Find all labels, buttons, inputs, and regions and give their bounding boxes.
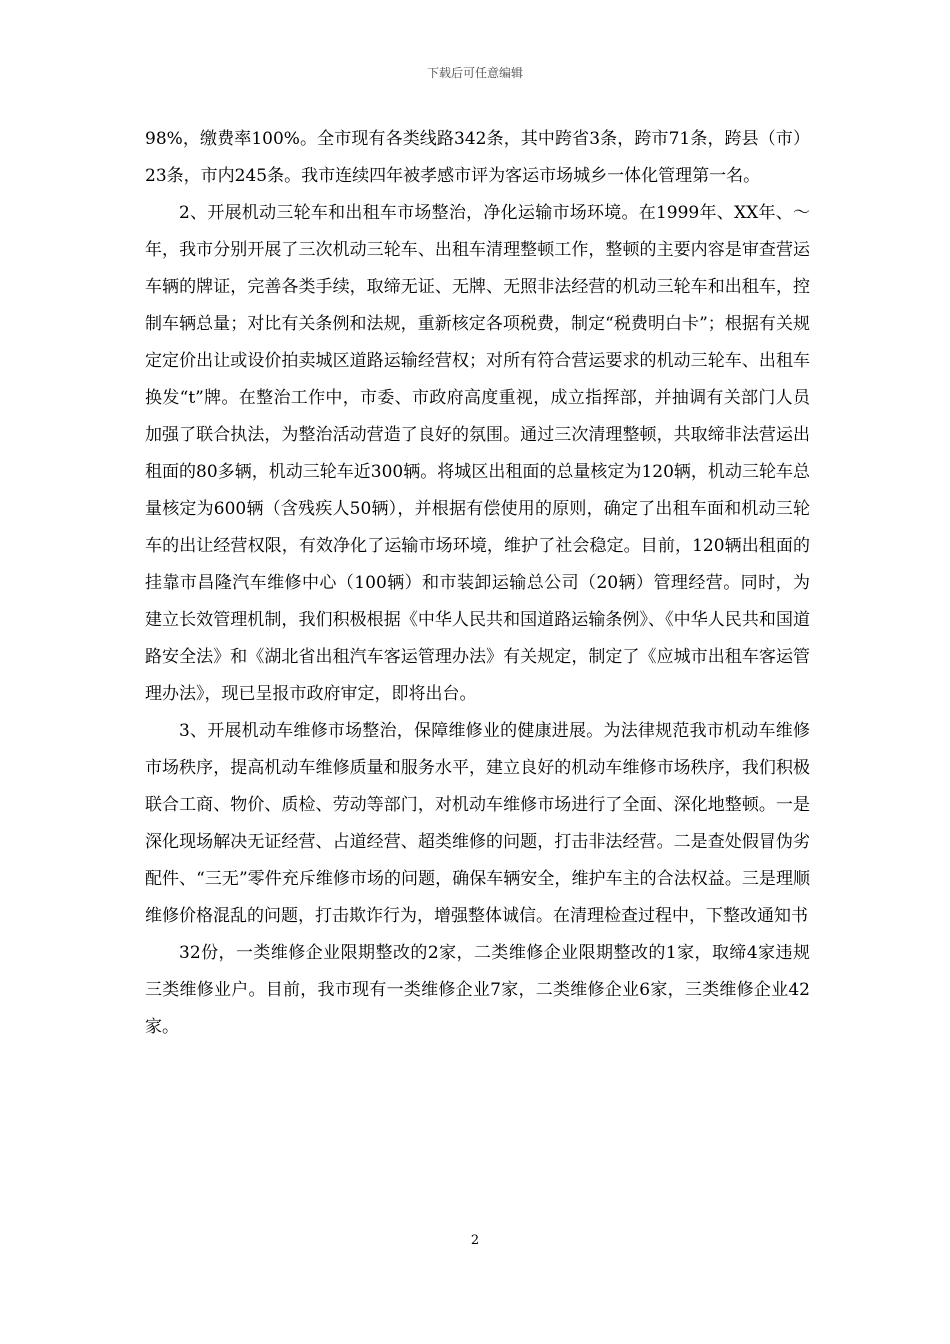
- paragraph-4: 32份，一类维修企业限期整改的2家，二类维修企业限期整改的1家，取缔4家违规三类维修业户。目前，我市现有一类维修企业7家，二类维修企业6家，三类维修企业42家。: [145, 943, 810, 1037]
- paragraph-3: 3、开展机动车维修市场整治，保障维修业的健康进展。为法律规范我市机动车维修市场秩序，提高机动车维修质量和服务水平，建立良好的机动车维修市场秩序，我们积极联合工商、物价、质检、劳动等部门，对机动车维修市场进行了全面、深化地整顿。一是深化现场解决无证经营、占道经营、超类维修的问题，打击非法经营。二是查处假冒伪劣配件、“三无”零件充斥维修市场的问题，确保车辆安全，维护车主的合法权益。三是理顺维修价格混乱的问题，打击欺诈行为，增强整体诚信。在清理检查过程中，下整改通知书: [145, 721, 810, 926]
- page-number: 2: [470, 1233, 480, 1248]
- paragraph-1: 98%，缴费率100%。全市现有各类线路342条，其中跨省3条，跨市71条，跨县（市）23条，市内245条。我市连续四年被孝感市评为客运市场城乡一体化管理第一名。: [145, 129, 810, 186]
- page-header: 下载后可任意编辑: [426, 66, 523, 80]
- paragraph-2: 2、开展机动三轮车和出租车市场整治，净化运输市场环境。在1999年、XX年、～年，我市分别开展了三次机动三轮车、出租车清理整顿工作，整顿的主要内容是审查营运车辆的牌证，完善各类手续，取缔无证、无牌、无照非法经营的机动三轮车和出租车，控制车辆总量；对比有关条例和法规，重新核定各项税费，制定“税费明白卡”；根据有关规定定价出让或设价拍卖城区道路运输经营权；对所有符合营运要求的机动三轮车、出租车换发“t”牌。在整治工作中，市委、市政府高度重视，成立指挥部，并抽调有关部门人员加强了联合执法，为整治活动营造了良好的氛围。通过三次清理整顿，共取缔非法营运出租面的80多辆，机动三轮车近300辆。将城区出租面的总量核定为120辆，机动三轮车总量核定为600辆（含残疾人50辆），并根据有偿使用的原则，确定了出租车面和机动三轮车的出让经营权限，有效净化了运输市场环境，维护了社会稳定。目前，120辆出租面的挂靠市昌隆汽车维修中心（100辆）和市装卸运输总公司（20辆）管理经营。同时，为建立长效管理机制，我们积极根据《中华人民共和国道路运输条例》、《中华人民共和国道路安全法》和《湖北省出租汽车客运管理办法》有关规定，制定了《应城市出租车客运管理办法》，现已呈报市政府审定，即将出台。: [145, 203, 810, 704]
- document-body: [145, 121, 810, 1046]
